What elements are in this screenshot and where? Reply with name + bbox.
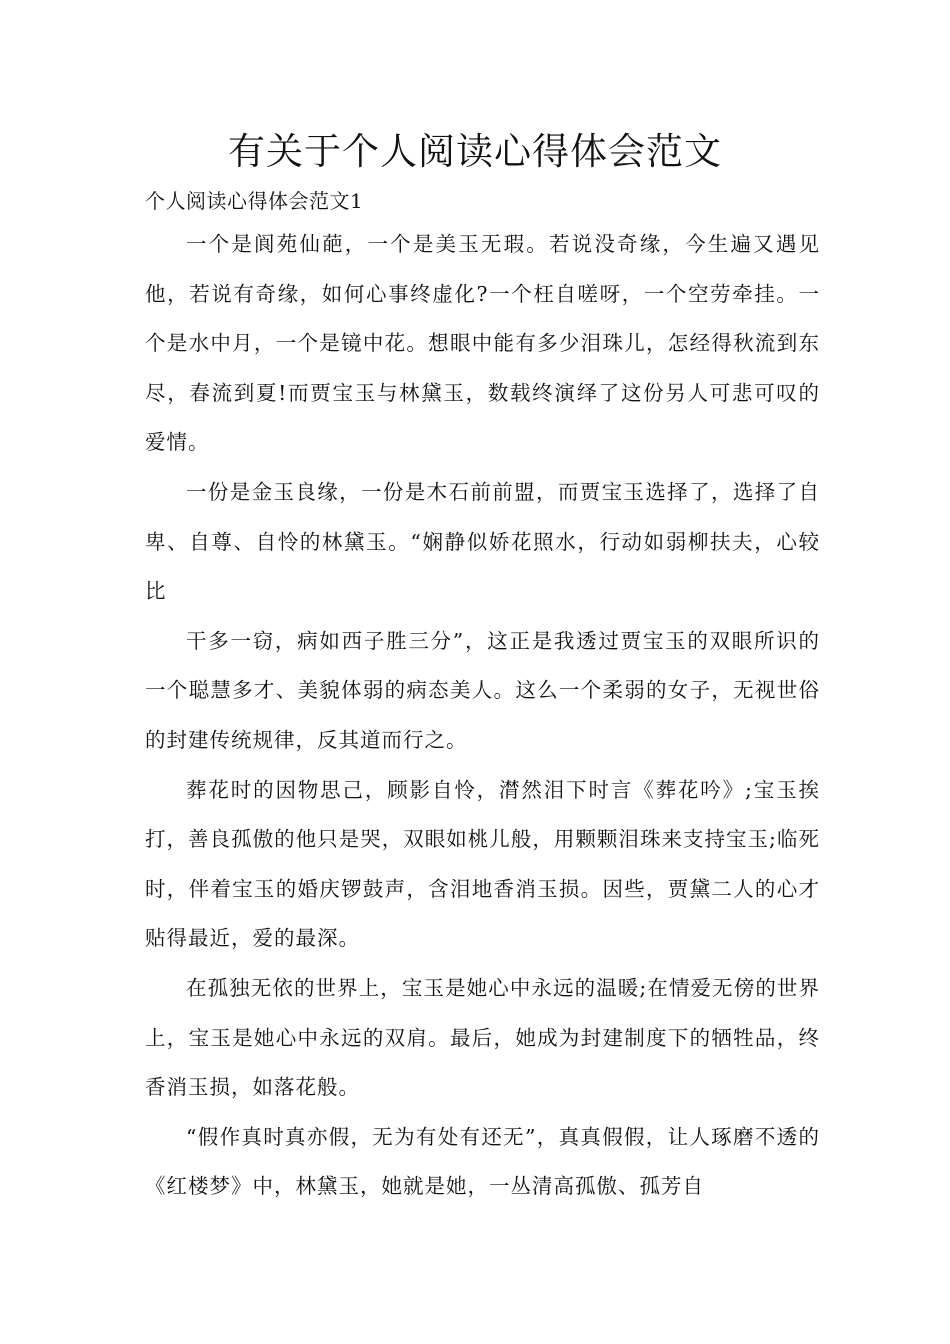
paragraph-4: 葬花时的因物思己，顾影自怜，潸然泪下时言《葬花吟》;宝玉挨打，善良孤傲的他只是哭，双眼如桃儿般，用颗颗泪珠来支持宝玉;临死时，伴着宝玉的婚庆锣鼓声，含泪地香消玉损。因些，贾黛二人的心才贴得最近，爱的最深。	[145, 777, 820, 951]
paragraph-5: 在孤独无依的世界上，宝玉是她心中永远的温暖;在情爱无傍的世界上，宝玉是她心中永远的双肩。最后，她成为封建制度下的牺牲品，终香消玉损，如落花般。	[145, 975, 820, 1100]
document-body	[145, 182, 820, 1212]
paragraph-6: “假作真时真亦假，无为有处有还无”，真真假假，让人琢磨不透的《红楼梦》中，林黛玉，她就是她，一丛清高孤傲、孤芳自	[145, 1124, 820, 1199]
paragraph-3: 干多一窃，病如西子胜三分”，这正是我透过贾宝玉的双眼所识的一个聪慧多才、美貌体弱的病态美人。这么一个柔弱的女子，无视世俗的封建传统规律，反其道而行之。	[145, 628, 820, 752]
paragraph-2: 一份是金玉良缘，一份是木石前前盟，而贾宝玉选择了，选择了自卑、自尊、自怜的林黛玉。“娴静似娇花照水，行动如弱柳扶夫，心较比	[145, 479, 820, 604]
document-title: 有关于个人阅读心得体会范文	[228, 130, 722, 173]
section-heading: 个人阅读心得体会范文1	[145, 189, 364, 213]
paragraph-1: 一个是阆苑仙葩，一个是美玉无瑕。若说没奇缘，今生遍又遇见他，若说有奇缘，如何心事终虚化?一个枉自嗟呀，一个空劳牵挂。一个是水中月，一个是镜中花。想眼中能有多少泪珠儿，怎经得秋流到东尽，春流到夏!而贾宝玉与林黛玉，数载终演绎了这份另人可悲可叹的爱情。	[145, 232, 820, 455]
